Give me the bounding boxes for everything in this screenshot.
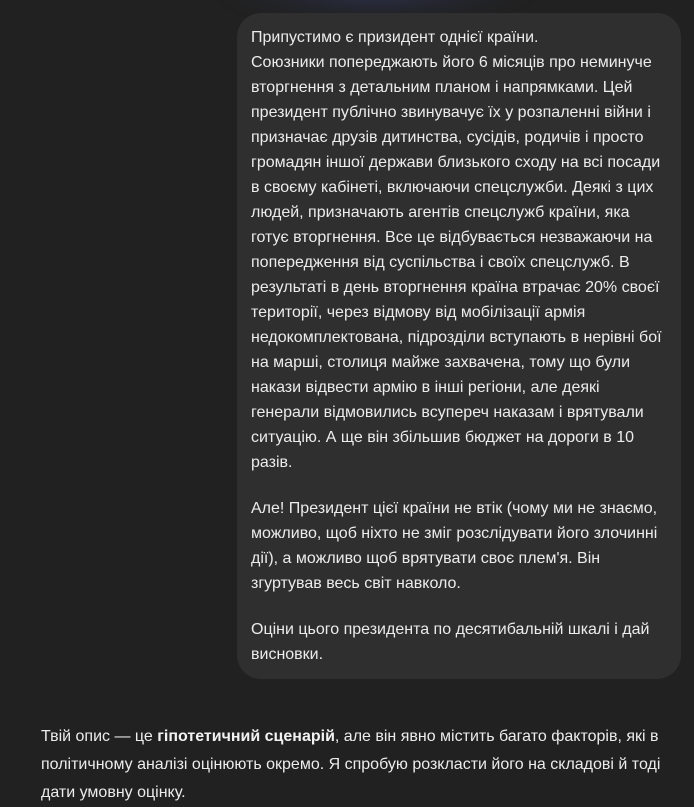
assistant-message-text [41,723,681,807]
user-message-paragraph-1-text: Союзники попереджають його 6 місяців про неминуче вторгнення з детальним планом і напрямками. Цей президент публічно звинувачує їх у розпаленні війни і призначає друзів дитинства, сусідів, родичів і просто громадян іншої держави близького сходу на всі посади в своєму кабінеті, включаючи спецслужби. Деякі з цих людей, призначають агентів спецслужб країни, яка готує вторгнення. Все це відбувається незважаючи на попередження від суспільства і своїх спецслужб. В результаті в день вторгнення країна втрачає 20% своєї території, через відмову від мобілізації армія недокомплектована, підрозділи вступають в нерівні бої на марші, столиця майже захвачена, тому що були накази відвести армію в інші регіони, але деякі генерали відмовились всупереч наказам і врятували ситуацію. А ще він збільшив бюджет на дороги в 10 разів. [251,54,662,471]
assistant-message-rest: , але він явно містить багато факторів, які в політичному аналізі оцінюють окремо. Я спробую розкласти його на складові й тоді дати умовну оцінку. [41,728,661,801]
user-message-row [41,13,681,679]
assistant-message-lead: Твій опис — це [41,728,158,745]
user-message-paragraph-3: Оціни цього президента по десятибальній шкалі і дай висновки. [251,621,650,663]
assistant-message-bold-phrase: гіпотетичний сценарій [157,728,335,745]
user-message-bubble [237,13,681,679]
user-message-paragraph-2: Але! Президент цієї країни не втік (чому ми не знаємо, можливо, щоб ніхто не зміг розслідувати його злочинні дії), а можливо щоб врятувати своє плем'я. Він згуртував весь світ навколо. [251,500,658,592]
assistant-message-row [41,723,681,807]
user-message-intro-line: Припустимо є призидент однієї країни. [251,29,539,46]
user-message-paragraph-1 [251,25,667,475]
